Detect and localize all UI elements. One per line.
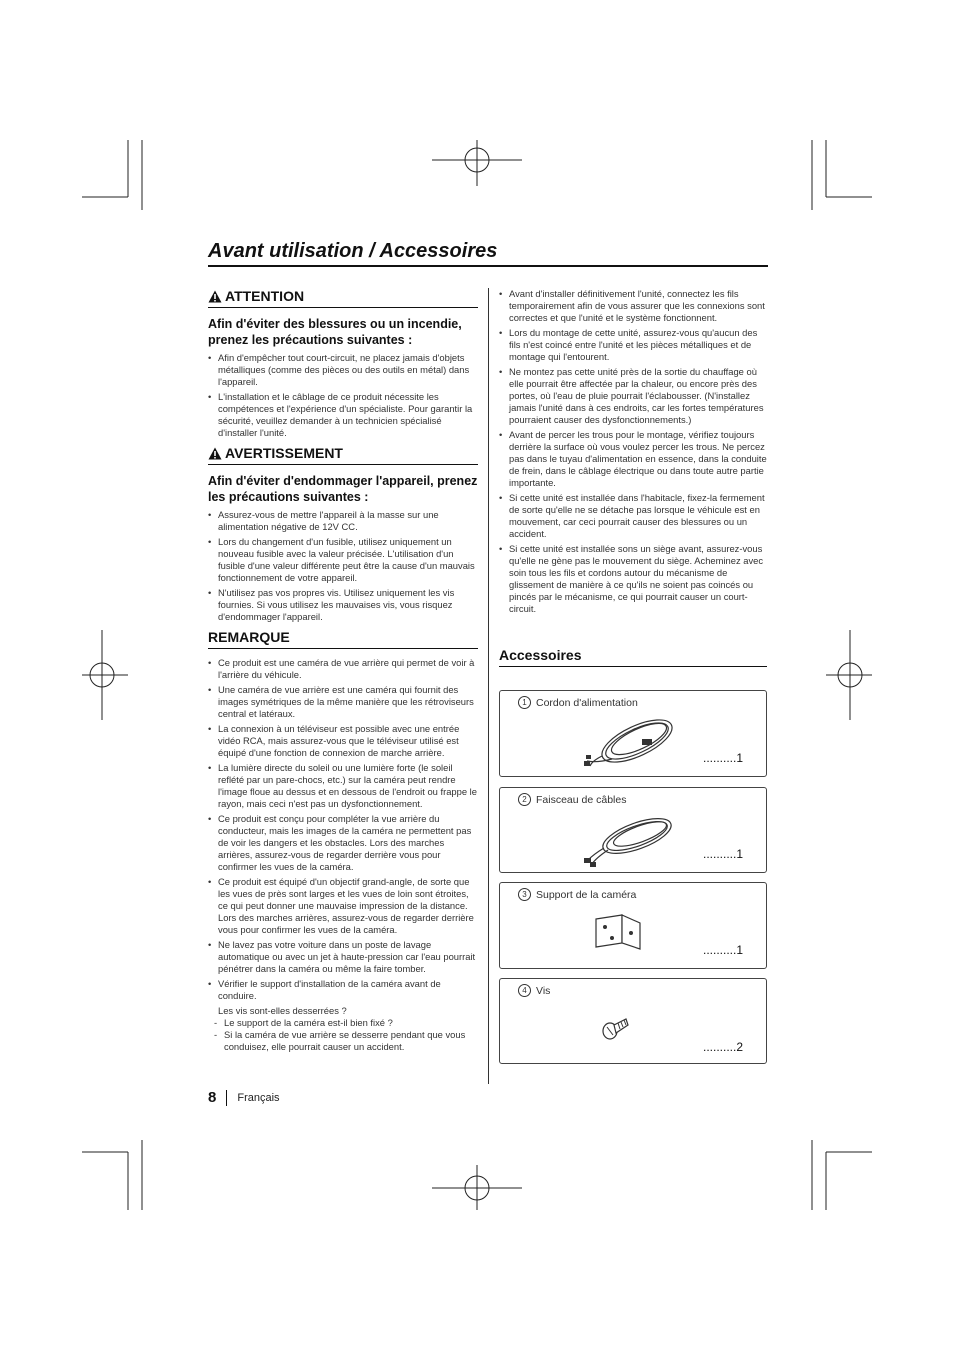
list-item: • Une caméra de vue arrière est une caméra qui fournit des images symétriques de la même manière que les rétroviseurs central et latéraux. — [208, 684, 478, 720]
dash-item: - Si la caméra de vue arrière se desserre pendant que vous conduisez, elle pourrait causer un accident. — [208, 1029, 478, 1053]
accessory-number: 4 — [518, 984, 531, 997]
warning-icon — [208, 447, 222, 460]
avertissement-heading — [208, 445, 478, 465]
page-footer — [208, 1089, 280, 1106]
accessory-label — [518, 696, 638, 709]
list-item: • Lors du montage de cette unité, assurez-vous qu'aucun des fils n'est coincé entre l'unité et les pièces métalliques et de montage qui l'entourent. — [499, 327, 767, 363]
attention-heading-text: ATTENTION — [225, 288, 305, 304]
list-item: • La connexion à un téléviseur est possible avec une entrée vidéo RCA, mais assurez-vous que le téléviseur utilisé est équipé d'une fonction de connexion de marche arrière. — [208, 723, 478, 759]
left-column — [208, 288, 478, 1053]
list-item: • Avant d'installer définitivement l'unité, connectez les fils temporairement afin de vous assurer que les connexions sont correctes et que l'unité et le système fonctionnent. — [499, 288, 767, 324]
cable-harness-icon — [582, 810, 682, 868]
list-item: • Lors du changement d'un fusible, utilisez uniquement un nouveau fusible avec la valeur précisée. L'utilisation d'un fusible d'une valeur différente peut être la cause d'un mauvais fonctionnement de votre appareil. — [208, 536, 478, 584]
accessory-name: Cordon d'alimentation — [536, 696, 638, 709]
accessory-name: Faisceau de câbles — [536, 793, 627, 806]
accessory-box-camera-bracket — [499, 882, 767, 969]
accessory-number: 2 — [518, 793, 531, 806]
avertissement-subheading: Afin d'éviter d'endommager l'appareil, prenez les précautions suivantes : — [208, 474, 478, 504]
accessory-box-screw — [499, 978, 767, 1064]
list-item: • Si cette unité est installée sons un siège avant, assurez-vous qu'elle ne gène pas le mouvement du siège. Acheminez avec soin tous les fils et cordons autour du mécanisme de glissement de manière à ce qu'ils ne soient pas coincés ou pincés par le mécanisme, ce qui pourrait causer un court-circuit. — [499, 543, 767, 615]
accessory-number: 1 — [518, 696, 531, 709]
list-item: • Ne montez pas cette unité près de la sortie du chauffage où elle pourrait être affectée par la chaleur, ou encore près des portes, où l'eau de pluie pourrait l'éclabousser. (N'installez jamais l'unité dans à ces endroits, car les fortes températures pourraient causer des dysfonctionnements.) — [499, 366, 767, 426]
footer-divider — [226, 1090, 227, 1106]
accessory-quantity: ..........1 — [703, 847, 744, 861]
attention-subheading: Afin d'éviter des blessures ou un incendie, prenez les précautions suivantes : — [208, 317, 462, 347]
list-item: • Avant de percer les trous pour le montage, vérifiez toujours derrière la surface où vous voulez percer les trous. Ne percez pas dans le tuyau d'alimentation en essence, dans la conduite de frein, dans le câblage électrique ou dans toute autre partie importante. — [499, 429, 767, 489]
accessory-label — [518, 984, 550, 997]
screw-icon — [600, 1013, 630, 1043]
accessory-quantity: ..........1 — [703, 943, 744, 957]
camera-bracket-icon — [592, 913, 644, 953]
accessory-quantity: ..........1 — [703, 751, 744, 765]
accessory-label — [518, 793, 626, 806]
list-item: • Assurez-vous de mettre l'appareil à la masse sur une alimentation négative de 12V CC. — [208, 509, 478, 533]
remarque-followup: Les vis sont-elles desserrées ? — [218, 1005, 347, 1016]
list-item: • La lumière directe du soleil ou une lumière forte (le soleil reflété par un pare-chocs, etc.) sur la caméra peut rendre l'image floue au dessus et en dessous de l'endroit ou frappe le rayon, mais ceci n'est pas un dysfonctionnement. — [208, 762, 478, 810]
list-item: • Vérifier le support d'installation de la caméra avant de conduire. — [208, 978, 478, 1002]
column-divider — [488, 288, 489, 1084]
accessories-section — [499, 647, 767, 667]
list-item: • Ce produit est une caméra de vue arrière qui permet de voir à l'arrière du véhicule. — [208, 657, 478, 681]
avertissement-heading-text: AVERTISSEMENT — [225, 445, 343, 461]
remarque-list — [208, 657, 478, 1002]
attention-heading — [208, 288, 478, 308]
list-item: • Ce produit est équipé d'un objectif grand-angle, de sorte que les vues de près sont larges et les vues de loin sont étroites, ce qui peut donner une mauvaise impression de la distance. Lors des marches arrières, assurez-vous de regarder derrière vous pour confirmer les vues de la caméra. — [208, 876, 478, 936]
list-item: • L'installation et le câblage de ce produit nécessite les compétences et l'expérience d'un spécialiste. Pour garantir la sécurité, veuillez demander à un technicien spécialisé d'installer l'unité. — [208, 391, 478, 439]
list-item: • Ne lavez pas votre voiture dans un poste de lavage automatique ou avec un jet à haute-pression car l'eau pourrait pénétrer dans la caméra ou même la faire tomber. — [208, 939, 478, 975]
list-item: • Si cette unité est installée dans l'habitacle, fixez-la fermement de sorte qu'elle ne se détache pas lorsque le véhicule est en mouvement, car ceci pourrait causer des blessures ou un accident. — [499, 492, 767, 540]
list-item: • N'utilisez pas vos propres vis. Utilisez uniquement les vis fournies. Si vous utilisez les mauvaises vis, vous risquez d'endommager l'appareil. — [208, 587, 478, 623]
accessory-number: 3 — [518, 888, 531, 901]
warning-icon — [208, 290, 222, 303]
list-item: • Ce produit est conçu pour compléter la vue arrière du conducteur, mais les images de la caméra ne permettent pas de voir les dangers et les obstacles. Lors des marches arrières, assurez-vous de regarder derrière vous pour confirmer les vues de la caméra. — [208, 813, 478, 873]
dash-item: - Le support de la caméra est-il bien fixé ? — [208, 1017, 478, 1029]
power-cord-icon — [582, 711, 682, 771]
installation-list — [499, 288, 767, 615]
accessory-quantity: ..........2 — [703, 1040, 744, 1054]
avertissement-list — [208, 509, 478, 623]
page-title: Avant utilisation / Accessoires — [208, 240, 498, 262]
accessory-box-power-cord — [499, 690, 767, 777]
accessory-label — [518, 888, 636, 901]
list-item: • Afin d'empêcher tout court-circuit, ne placez jamais d'objets métalliques (comme des pièces ou des outils en métal) dans l'appareil. — [208, 352, 478, 388]
accessory-box-cable-harness — [499, 787, 767, 873]
right-column — [499, 288, 767, 621]
remarque-heading — [208, 629, 478, 649]
accessories-heading: Accessoires — [499, 647, 767, 667]
remarque-heading-text: REMARQUE — [208, 629, 290, 645]
accessory-name: Support de la caméra — [536, 888, 637, 901]
title-rule — [208, 265, 768, 267]
page-number: 8 — [208, 1089, 217, 1106]
attention-list — [208, 352, 478, 439]
accessory-name: Vis — [536, 984, 551, 997]
page-language: Français — [237, 1091, 280, 1104]
